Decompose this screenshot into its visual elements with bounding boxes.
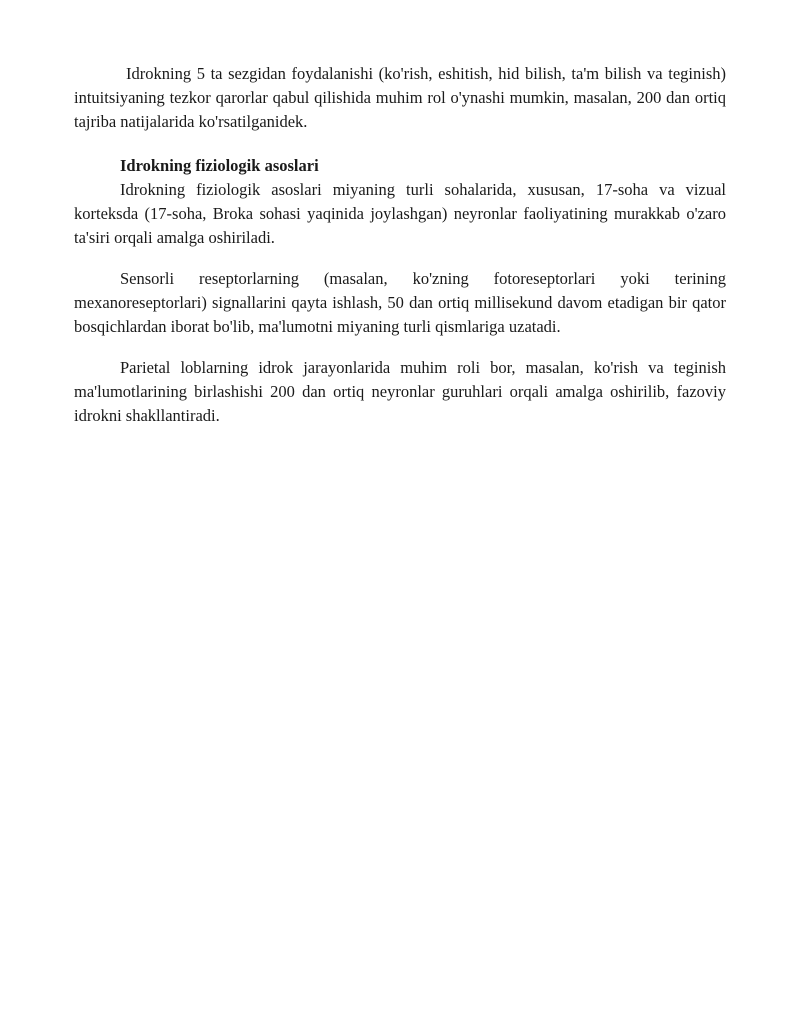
section-heading: Idrokning fiziologik asoslari — [120, 156, 319, 175]
spacer — [74, 134, 726, 154]
body-paragraph-2: Sensorli reseptorlarning (masalan, ko'zning fotoreseptorlari yoki terining mexanoreseptorlari) signallarini qayta ishlash, 50 dan ortiq millisekund davom etadigan bir qator bosqichlardan iborat bo'lib, ma'lumotni miyaning turli qismlariga uzatadi. — [74, 269, 726, 336]
document-page — [74, 62, 726, 428]
body-paragraph-1: Idrokning fiziologik asoslari miyaning turli sohalarida, xususan, 17-soha va vizual korteksda (17-soha, Broka sohasi yaqinida joylashgan) neyronlar faoliyatining murakkab o'zaro ta'siri orqali amalga oshiriladi. — [74, 180, 726, 247]
body-paragraph-3: Parietal loblarning idrok jarayonlarida muhim roli bor, masalan, ko'rish va teginish ma'lumotlarining birlashishi 200 dan ortiq neyronlar guruhlari orqali amalga oshirilib, fazoviy idrokni shakllantiradi. — [74, 358, 726, 425]
intro-paragraph: Idrokning 5 ta sezgidan foydalanishi (ko'rish, eshitish, hid bilish, ta'm bilish va teginish) intuitsiyaning tezkor qarorlar qabul qilishida muhim rol o'ynashi mumkin, masalan, 200 dan ortiq tajriba natijalarida ko'rsatilganidek. — [74, 64, 726, 131]
spacer — [74, 339, 726, 356]
spacer — [74, 250, 726, 267]
